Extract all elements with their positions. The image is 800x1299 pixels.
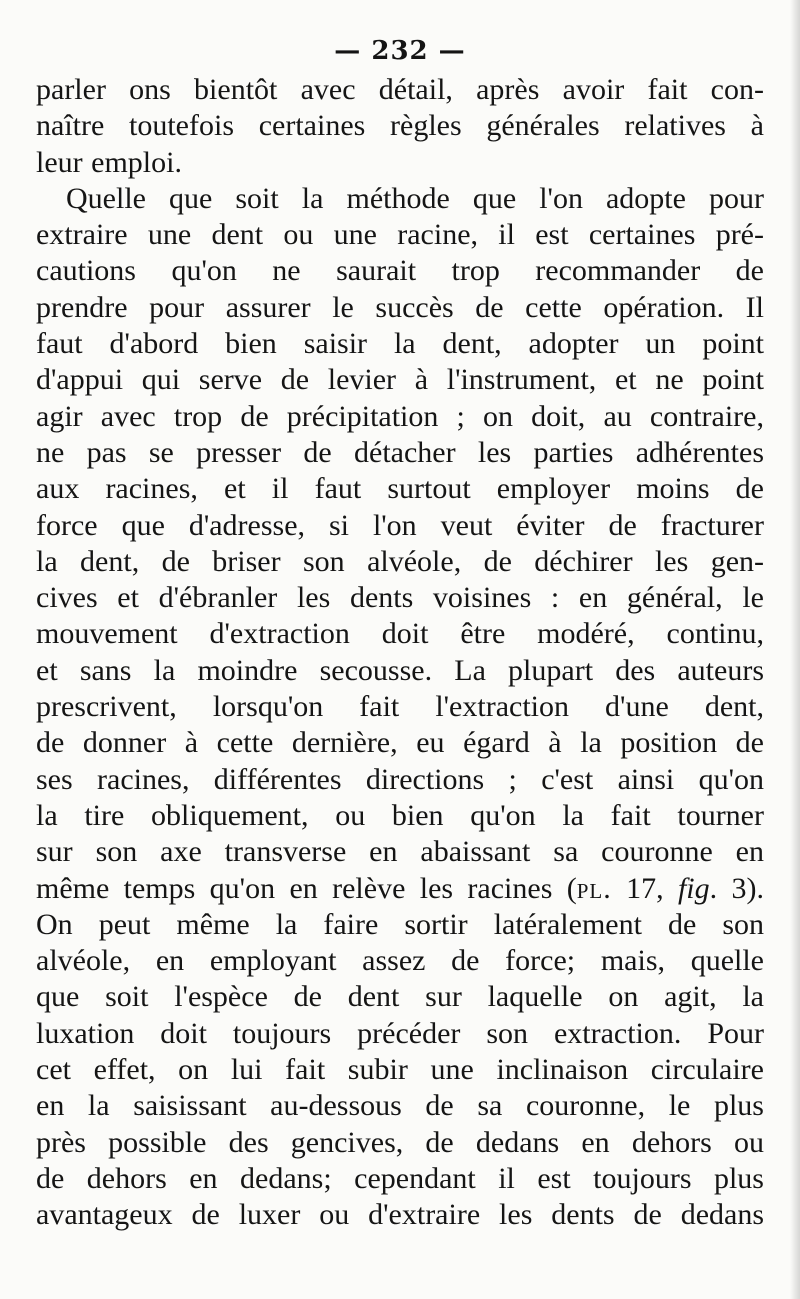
body-text xyxy=(36,72,764,1234)
figure-number: . 3). xyxy=(709,871,764,905)
text-line: près possible des gencives, de dedans en dehors ou xyxy=(36,1125,764,1159)
plate-ref: pl. xyxy=(576,871,612,905)
text-line: de dehors en dedans; cependant il est toujours plus xyxy=(36,1161,764,1195)
text-line: la dent, de briser son alvéole, de déchirer les gen- xyxy=(36,544,764,578)
text-line: d'appui qui serve de levier à l'instrument, et ne point xyxy=(36,363,764,397)
text-line: ses racines, différentes directions ; c'est ainsi qu'on xyxy=(36,762,764,796)
text-line: naître toutefois certaines règles générales relatives à xyxy=(36,109,764,143)
text-line: agir avec trop de précipitation ; on doit, au contraire, xyxy=(36,399,764,433)
text-line: avantageux de luxer ou d'extraire les dents de dedans xyxy=(36,1198,764,1232)
text-line-with-figure-ref xyxy=(36,871,764,907)
text-line: luxation doit toujours précéder son extraction. Pour xyxy=(36,1016,764,1050)
text-fragment: même temps qu'on en relève les racines ( xyxy=(36,871,577,905)
text-line: cet effet, on lui fait subir une inclinaison circulaire xyxy=(36,1053,764,1087)
text-line: la tire obliquement, ou bien qu'on la fait tourner xyxy=(36,798,764,832)
figure-ref: fig xyxy=(677,871,710,905)
text-line: et sans la moindre secousse. La plupart des auteurs xyxy=(36,653,764,687)
text-line: alvéole, en employant assez de force; mais, quelle xyxy=(36,944,764,978)
text-line: sur son axe transverse en abaissant sa couronne en xyxy=(36,835,764,869)
text-line: force que d'adresse, si l'on veut éviter de fracturer xyxy=(36,508,764,542)
text-line: prescrivent, lorsqu'on fait l'extraction d'une dent, xyxy=(36,690,764,724)
text-line: cautions qu'on ne saurait trop recommander de xyxy=(36,254,764,288)
text-line: mouvement d'extraction doit être modéré, continu, xyxy=(36,617,764,651)
text-line: de donner à cette dernière, eu égard à la position de xyxy=(36,726,764,760)
page-edge-shadow xyxy=(790,0,800,1299)
text-line: ne pas se presser de détacher les parties adhérentes xyxy=(36,435,764,469)
text-line: extraire une dent ou une racine, il est certaines pré- xyxy=(36,218,764,252)
page-number: — 232 — xyxy=(334,36,466,66)
text-line: aux racines, et il faut surtout employer moins de xyxy=(36,472,764,506)
text-line: On peut même la faire sortir latéralement de son xyxy=(36,907,764,941)
text-line: Quelle que soit la méthode que l'on adopte pour xyxy=(66,181,764,215)
text-line: en la saisissant au-dessous de sa couronne, le plus xyxy=(36,1089,764,1123)
text-line: parler ons bientôt avec détail, après avoir fait con- xyxy=(36,73,764,106)
text-line: prendre pour assurer le succès de cette opération. Il xyxy=(36,290,764,324)
text-line: cives et d'ébranler les dents voisines : en général, le xyxy=(36,581,764,615)
text-line: que soit l'espèce de dent sur laquelle on agit, la xyxy=(36,980,764,1014)
text-line: leur emploi. xyxy=(36,145,182,179)
text-line: faut d'abord bien saisir la dent, adopter un point xyxy=(36,327,764,361)
plate-number: 17, xyxy=(611,871,678,905)
